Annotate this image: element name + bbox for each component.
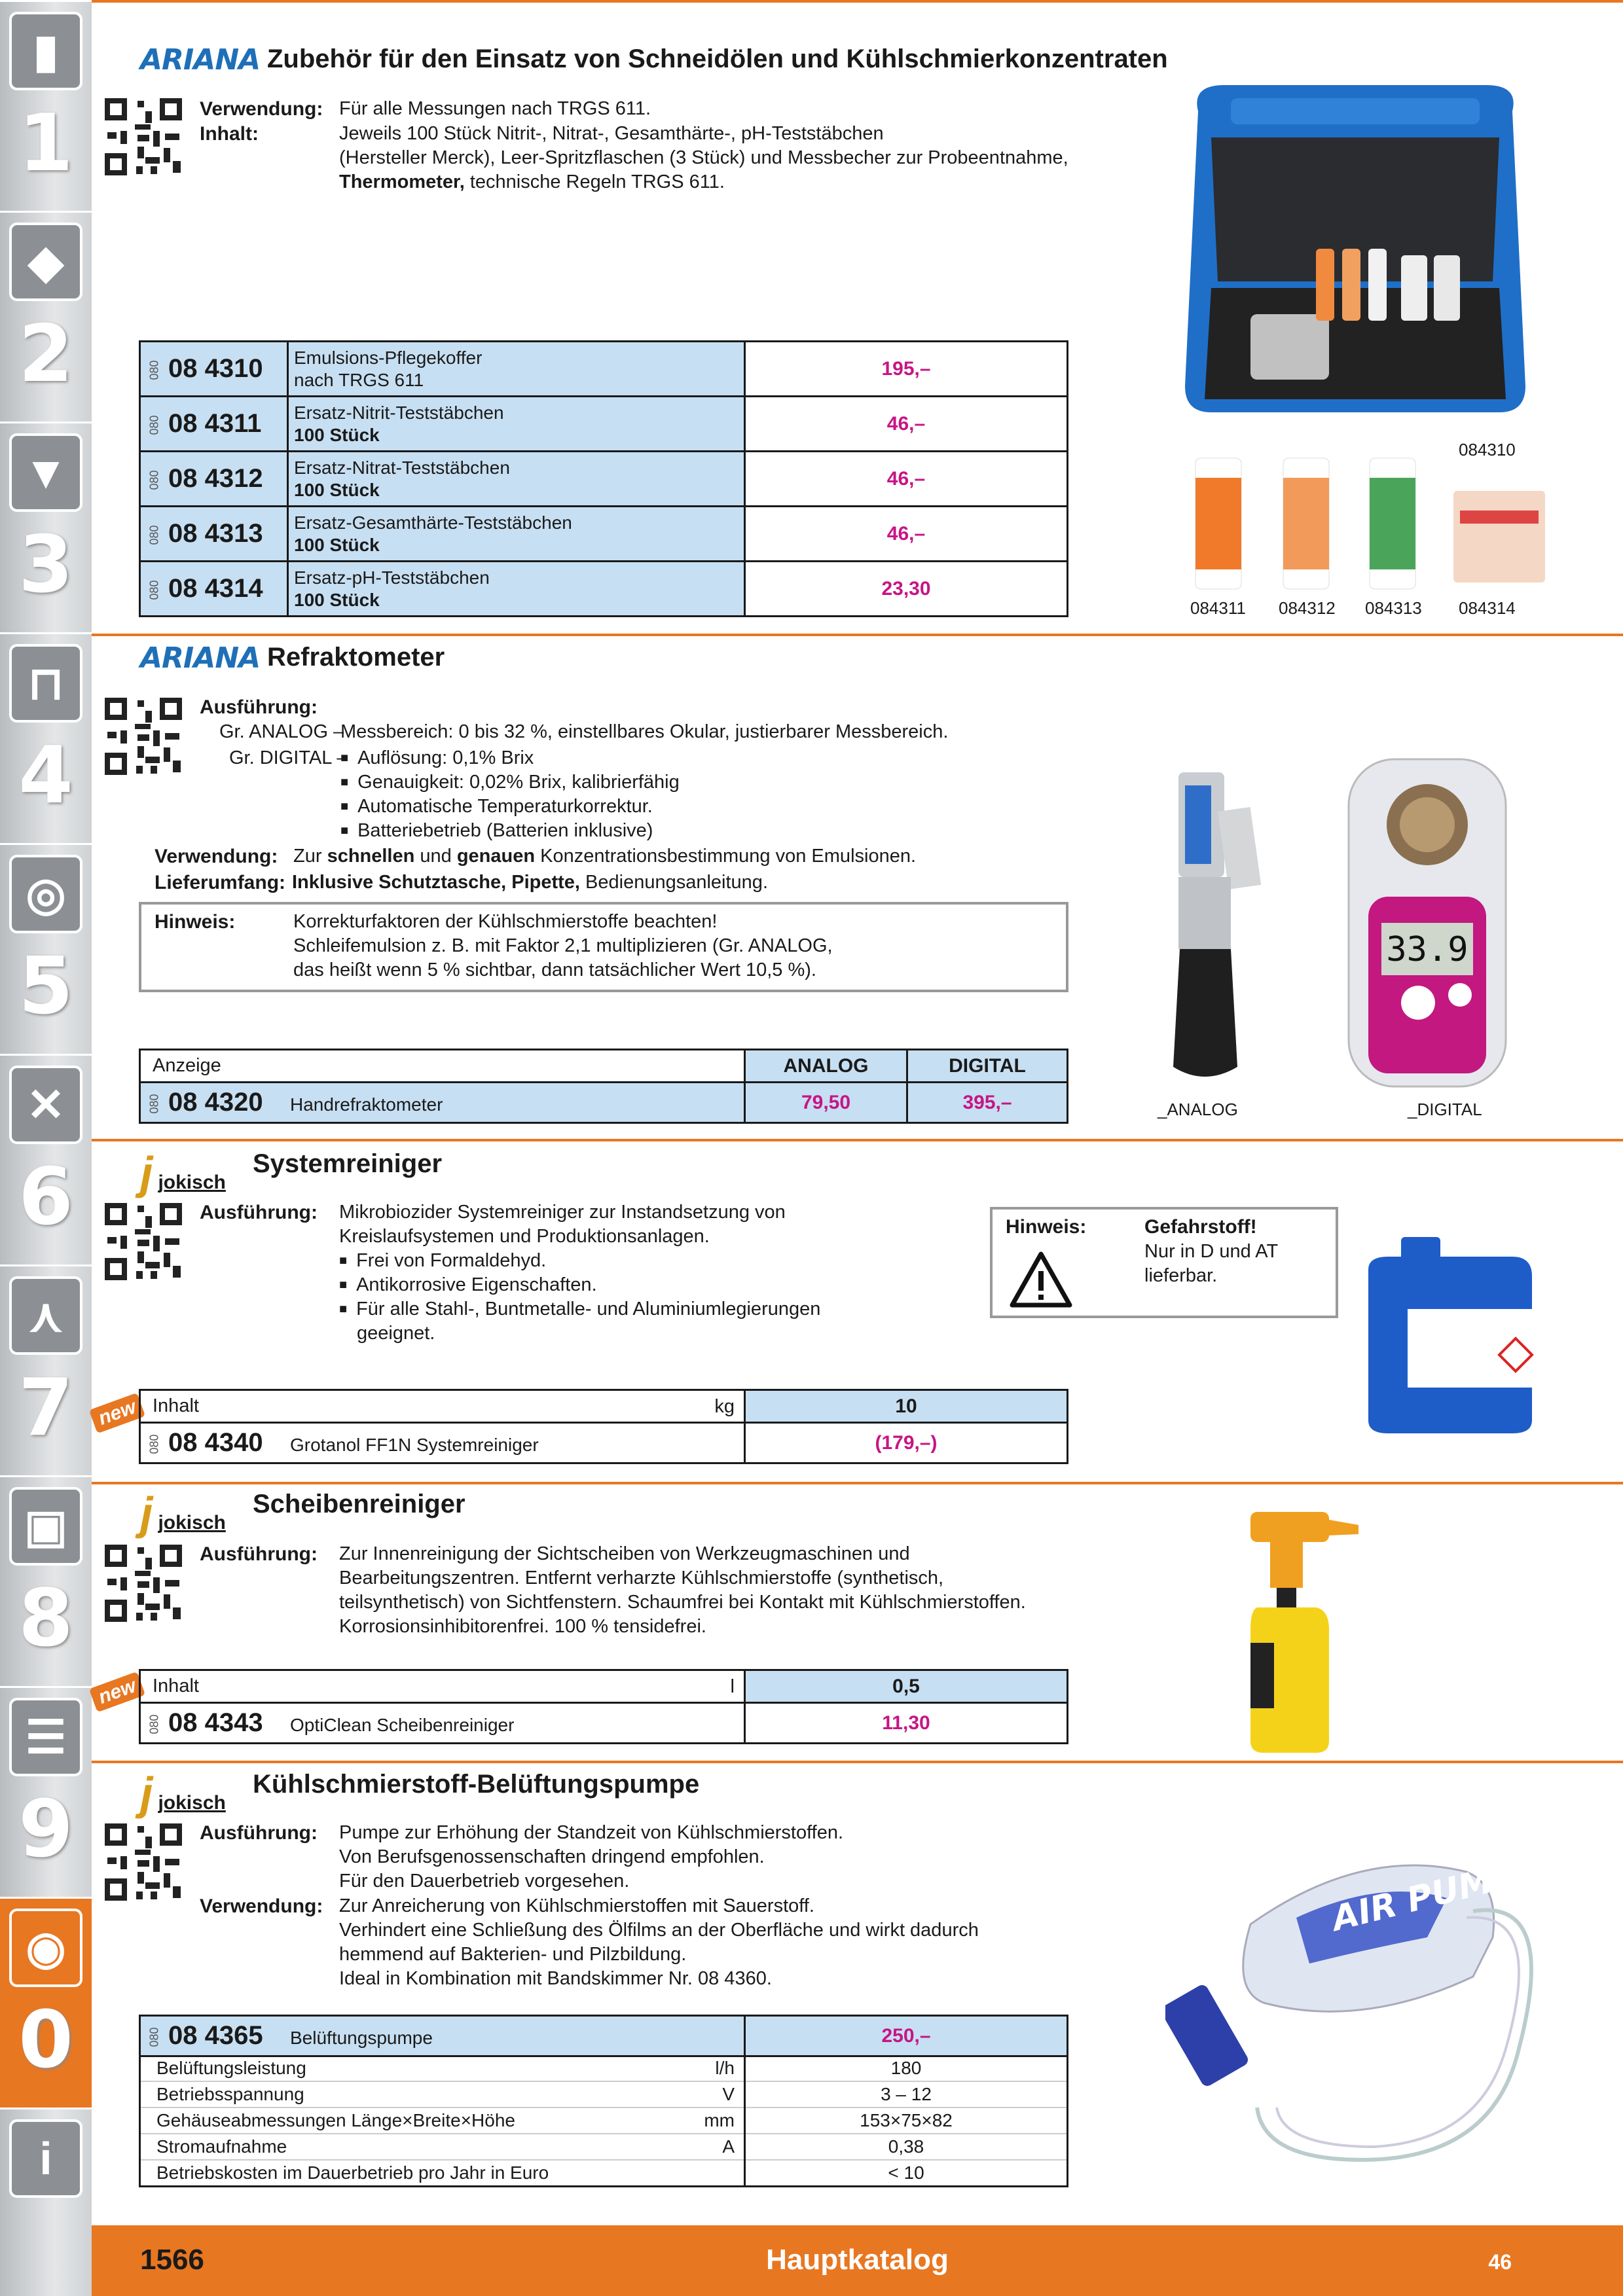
toolbox-icon: ▣: [9, 1487, 82, 1566]
qr-code-icon[interactable]: [105, 698, 182, 775]
chapter-number: 7: [18, 1363, 73, 1454]
image-caption: 084314: [1459, 598, 1516, 618]
design-text: Bearbeitungszentren. Entfernt verharzte Kühlschmierstoffe (synthetisch,: [339, 1568, 944, 1588]
image-caption: 084312: [1279, 598, 1336, 618]
usage-text: Zur Anreicherung von Kühlschmierstoffen mit Sauerstoff.: [339, 1895, 814, 1916]
jokisch-logo: jjokisch: [140, 1768, 226, 1819]
section-divider: [92, 1139, 1623, 1141]
feature-bullet: ■ Auflösung: 0,1% Brix: [340, 746, 534, 772]
chapter-tab-4[interactable]: [0, 632, 92, 843]
feature-bullet: geeignet.: [357, 1323, 435, 1344]
table-row: 080 08 4313 Ersatz-Gesamthärte-Teststäbchen 100 Stück 46,–: [140, 507, 1068, 562]
canister-image: [1362, 1237, 1539, 1433]
tab-separator: [0, 843, 92, 845]
hint-label: Hinweis:: [155, 911, 236, 933]
table-row: 080 08 4314 Ersatz-pH-Teststäbchen 100 Stück 23,30: [140, 562, 1068, 617]
price: (179,–): [745, 1423, 1068, 1463]
section-title: Scheibenreiniger: [253, 1490, 465, 1518]
chapter-number: 4: [18, 730, 73, 821]
caliper-icon: ⊓: [9, 644, 82, 723]
usage-text: Zur schnellen und genauen Konzentrationsbestimmung von Emulsionen.: [293, 846, 917, 867]
article-cell: 080 08 4343 OptiClean Scheibenreiniger: [140, 1703, 745, 1744]
insert-cutter-icon: ◆: [9, 223, 82, 301]
table-row: 080 08 4311 Ersatz-Nitrit-Teststäbchen 100 Stück 46,–: [140, 397, 1068, 452]
column-header: DIGITAL: [907, 1050, 1068, 1083]
svg-text:33.9: 33.9: [1386, 930, 1468, 969]
pliers-icon: ⋏: [9, 1276, 82, 1355]
chapter-tab-0[interactable]: [0, 1897, 92, 2108]
digital-refractometer-image: [1342, 753, 1512, 1093]
qr-code-icon[interactable]: [105, 1545, 182, 1622]
design-text: Mikrobiozider Systemreiniger zur Instandsetzung von: [339, 1202, 786, 1223]
price: 79,50: [745, 1083, 907, 1123]
design-text: Korrosionsinhibitorenfrei. 100 % tensidefrei.: [339, 1616, 706, 1637]
usage-text: Für alle Messungen nach TRGS 611.: [339, 98, 651, 119]
usage-label: Verwendung:: [200, 98, 323, 120]
jokisch-logo: jjokisch: [140, 1147, 226, 1198]
usage-text: Verhindert eine Schließung des Ölfilms an der Oberfläche und wirkt dadurch: [339, 1920, 979, 1941]
hint-label: Hinweis:: [1006, 1216, 1087, 1238]
drill-bit-icon: ▮: [9, 12, 82, 90]
usage-text: Ideal in Kombination mit Bandskimmer Nr. 08 4360.: [339, 1968, 772, 1989]
chapter-sidebar: [0, 0, 92, 2296]
design-text: Zur Innenreinigung der Sichtscheiben von Werkzeugmaschinen und: [339, 1543, 910, 1564]
design-text: Für den Dauerbetrieb vorgesehen.: [339, 1871, 630, 1892]
column-header: Inhalt kg: [140, 1390, 745, 1423]
case-image: [1172, 72, 1539, 425]
section-title: Refraktometer: [267, 643, 445, 672]
article-cell: 080 08 4365 Belüftungspumpe: [140, 2016, 745, 2056]
chapter-number: 9: [18, 1784, 73, 1875]
price: 46,–: [745, 507, 1068, 562]
scope-label: Lieferumfang:: [155, 872, 286, 893]
usage-text: hemmend auf Bakterien- und Pilzbildung.: [339, 1944, 687, 1965]
chapter-tab-9[interactable]: [0, 1686, 92, 1897]
jokisch-logo: jjokisch: [140, 1488, 226, 1539]
chapter-tab-6[interactable]: [0, 1054, 92, 1265]
price-table: [139, 1049, 1068, 1124]
section-divider: [92, 1761, 1623, 1763]
price-table: [139, 1669, 1068, 1744]
info-icon: i: [9, 2119, 82, 2198]
page-number: 1566: [140, 2244, 204, 2276]
price-table: [139, 2015, 1068, 2057]
image-caption: _DIGITAL: [1408, 1100, 1482, 1119]
chapter-tab-2[interactable]: [0, 211, 92, 422]
design-label: Ausführung:: [200, 1822, 318, 1844]
chapter-number: 8: [18, 1573, 73, 1664]
catalog-name: Hauptkatalog: [766, 2244, 949, 2276]
table-row: 080 08 4312 Ersatz-Nitrat-Teststäbchen 100 Stück 46,–: [140, 452, 1068, 507]
contents-text: Thermometer, technische Regeln TRGS 611.: [339, 171, 725, 192]
feature-bullet: ■ Automatische Temperaturkorrektur.: [340, 795, 653, 821]
design-label: Ausführung:: [200, 1202, 318, 1223]
image-caption: 084313: [1365, 598, 1422, 618]
section-title: Zubehör für den Einsatz von Schneidölen und Kühlschmierkonzentraten: [267, 45, 1168, 73]
section-title: Systemreiniger: [253, 1149, 443, 1178]
tab-separator: [0, 1686, 92, 1688]
image-caption: 084310: [1459, 440, 1516, 459]
column-header: Inhalt l: [140, 1670, 745, 1703]
spec-row: Stromaufnahme A 0,38: [140, 2134, 1068, 2160]
safety-goggles-icon: ◉: [9, 1909, 82, 1987]
tab-separator: [0, 1054, 92, 1056]
content-value: 10: [745, 1390, 1068, 1423]
tab-separator: [0, 422, 92, 423]
price: 250,–: [745, 2016, 1068, 2056]
image-caption: 084311: [1190, 598, 1246, 618]
price: 395,–: [907, 1083, 1068, 1123]
price: 46,–: [745, 397, 1068, 452]
article-cell: 080 08 4320 Handrefraktometer: [140, 1083, 745, 1123]
usage-label: Verwendung:: [155, 846, 278, 867]
spec-row: Betriebskosten im Dauerbetrieb pro Jahr in Euro < 10: [140, 2160, 1068, 2186]
spec-table: [139, 2055, 1068, 2187]
chapter-number: 6: [18, 1152, 73, 1243]
new-badge: new: [89, 1672, 146, 1713]
price: 195,–: [745, 342, 1068, 397]
sheet-number: 46: [1488, 2250, 1512, 2274]
design-text: Pumpe zur Erhöhung der Standzeit von Kühlschmierstoffen.: [339, 1822, 844, 1843]
design-label: Ausführung:: [200, 696, 318, 718]
hint-text: lieferbar.: [1144, 1265, 1218, 1286]
qr-code-icon[interactable]: [105, 1823, 182, 1901]
column-header: Anzeige: [140, 1050, 745, 1083]
hazard-title: Gefahrstoff!: [1144, 1216, 1257, 1238]
feature-bullet: ■ Batteriebetrieb (Batterien inklusive): [340, 819, 653, 845]
tab-separator: [0, 1897, 92, 1899]
tab-separator: [0, 1475, 92, 1477]
ariana-logo: ARIANA: [140, 641, 261, 675]
chapter-number: 1: [18, 98, 73, 189]
chapter-number: 3: [18, 520, 73, 611]
tab-separator: [0, 1265, 92, 1266]
chapter-tab-5[interactable]: [0, 843, 92, 1054]
spec-row: Gehäuseabmessungen Länge×Breite×Höhe mm 153×75×82: [140, 2108, 1068, 2134]
wrench-icon: ✕: [9, 1066, 82, 1144]
design-label: Ausführung:: [200, 1543, 318, 1565]
chuck-icon: ▼: [9, 433, 82, 512]
contents-text: (Hersteller Merck), Leer-Spritzflaschen (3 Stück) und Messbecher zur Probeentnahme,: [339, 147, 1068, 168]
chapter-tab-7[interactable]: [0, 1265, 92, 1475]
analog-label: Gr. ANALOG –: [219, 721, 344, 742]
svg-text:AIR PUMP: AIR PUMP: [1328, 1855, 1521, 1939]
saw-blade-icon: ◎: [9, 855, 82, 933]
chapter-tab-i[interactable]: [0, 2108, 92, 2225]
spec-row: Betriebsspannung V 3 – 12: [140, 2081, 1068, 2108]
air-pump-image: [1165, 1833, 1571, 2186]
digital-label: Gr. DIGITAL –: [229, 747, 348, 768]
price: 23,30: [745, 562, 1068, 617]
tab-separator: [0, 211, 92, 213]
chapter-number: 5: [18, 941, 73, 1032]
table-row: 080 08 4310 Emulsions-Pflegekoffer nach TRGS 611 195,–: [140, 342, 1068, 397]
feature-bullet: ■ Genauigkeit: 0,02% Brix, kalibrierfähig: [340, 770, 680, 797]
section-title: Kühlschmierstoff-Belüftungspumpe: [253, 1770, 700, 1799]
usage-label: Verwendung:: [200, 1895, 323, 1917]
article-cell: 080 08 4340 Grotanol FF1N Systemreiniger: [140, 1423, 745, 1463]
tab-separator: [0, 632, 92, 634]
feature-bullet: ■ Frei von Formaldehyd.: [339, 1249, 546, 1275]
tab-separator: [0, 0, 92, 2]
spray-bottle-image: [1231, 1505, 1362, 1754]
section-divider: [92, 1482, 1623, 1484]
chapter-tab-8[interactable]: [0, 1475, 92, 1686]
column-header: ANALOG: [745, 1050, 907, 1083]
chapter-tab-3[interactable]: [0, 422, 92, 632]
chapter-number: 2: [18, 309, 73, 400]
hint-text: Korrekturfaktoren der Kühlschmierstoffe beachten!: [293, 911, 718, 932]
contents-label: Inhalt:: [200, 123, 259, 145]
cabinet-icon: ☰: [9, 1698, 82, 1776]
scope-text: Inklusive Schutztasche, Pipette, Bedienungsanleitung.: [292, 872, 768, 893]
price-table: [139, 1389, 1068, 1464]
feature-bullet: ■ Antikorrosive Eigenschaften.: [339, 1273, 597, 1299]
hint-text: Nur in D und AT: [1144, 1241, 1279, 1262]
page-footer: [92, 2225, 1623, 2296]
section-divider: [92, 634, 1623, 636]
contents-text: Jeweils 100 Stück Nitrit-, Nitrat-, Gesamthärte-, pH-Teststäbchen: [339, 123, 884, 144]
design-text: teilsynthetisch) von Sichtfenstern. Schaumfrei bei Kontakt mit Kühlschmierstoffen.: [339, 1592, 1026, 1613]
test-strip-tubes-image: [1192, 452, 1558, 602]
price: 46,–: [745, 452, 1068, 507]
analog-text: Messbereich: 0 bis 32 %, einstellbares Okular, justierbarer Messbereich.: [340, 721, 949, 742]
chapter-number: 0: [18, 1995, 73, 2086]
design-text: Kreislaufsystemen und Produktionsanlagen.: [339, 1226, 710, 1247]
qr-code-icon[interactable]: [105, 1203, 182, 1280]
hint-text: Schleifemulsion z. B. mit Faktor 2,1 multiplizieren (Gr. ANALOG,: [293, 935, 833, 956]
content-value: 0,5: [745, 1670, 1068, 1703]
image-caption: _ANALOG: [1158, 1100, 1238, 1119]
warning-triangle-icon: [1008, 1250, 1074, 1309]
tab-separator: [0, 2108, 92, 2109]
ariana-logo: ARIANA: [140, 43, 261, 77]
price-table: [139, 340, 1068, 617]
price: 11,30: [745, 1703, 1068, 1744]
chapter-tab-1[interactable]: [0, 0, 92, 211]
hint-text: das heißt wenn 5 % sichtbar, dann tatsächlicher Wert 10,5 %).: [293, 960, 816, 980]
analog-refractometer-image: [1159, 759, 1277, 1113]
new-badge: new: [89, 1393, 146, 1434]
feature-bullet: ■ Für alle Stahl-, Buntmetalle- und Aluminiumlegierungen: [339, 1297, 820, 1323]
design-text: Von Berufsgenossenschaften dringend empfohlen.: [339, 1846, 765, 1867]
qr-code-icon[interactable]: [105, 98, 182, 175]
spec-row: Belüftungsleistung l/h 180: [140, 2055, 1068, 2081]
section-divider: [92, 0, 1623, 3]
